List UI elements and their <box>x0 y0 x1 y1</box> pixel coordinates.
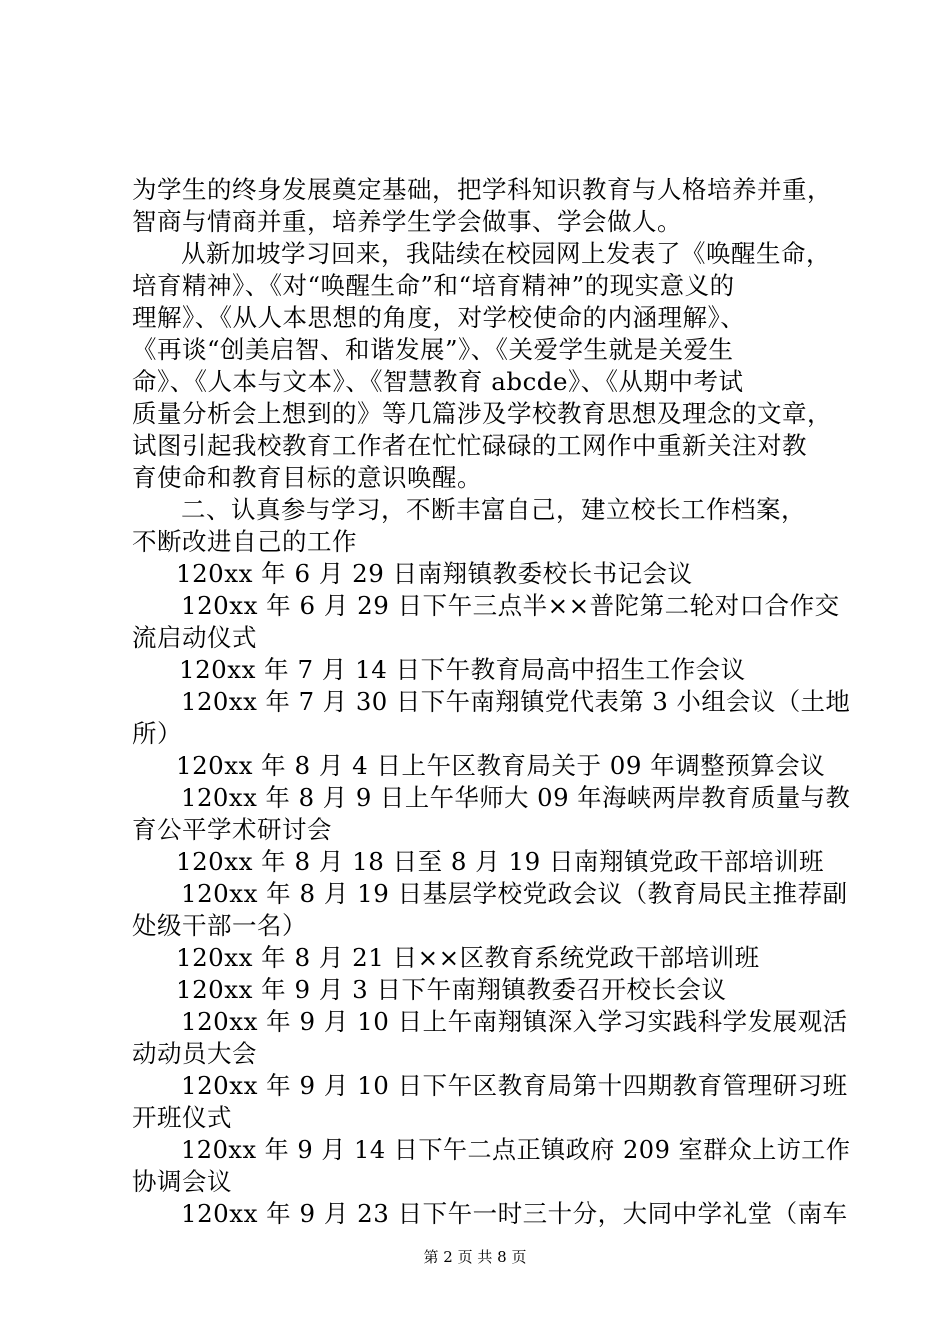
meeting-entry: 120xx 年 6 月 29 日下午三点半××普陀第二轮对口合作交 <box>181 591 840 620</box>
meeting-entry-cont: 所） <box>132 719 182 748</box>
text-line: 试图引起我校教育工作者在忙忙碌碌的工网作中重新关注对教 <box>132 431 807 460</box>
meeting-entry: 120xx 年 9 月 3 日下午南翔镇教委召开校长会议 <box>176 975 727 1004</box>
page-footer: 第 2 页 共 8 页 <box>423 1248 527 1266</box>
text-line: 为学生的终身发展奠定基础，把学科知识教育与人格培养并重， <box>132 175 832 204</box>
meeting-entry-cont: 协调会议 <box>132 1167 232 1196</box>
meeting-entry: 120xx 年 9 月 23 日下午一时三十分，大同中学礼堂（南车 <box>181 1199 848 1228</box>
meeting-entry-cont: 流启动仪式 <box>132 623 257 652</box>
text-line: 理解》、《从人本思想的角度，对学校使命的内涵理解》、 <box>132 303 746 332</box>
meeting-entry: 120xx 年 8 月 9 日上午华师大 09 年海峡两岸教育质量与教 <box>181 783 851 812</box>
meeting-entry-cont: 育公平学术研讨会 <box>132 815 332 844</box>
meeting-entry-cont: 动动员大会 <box>132 1039 257 1068</box>
meeting-entry-cont: 处级干部一名） <box>132 911 307 940</box>
meeting-entry: 120xx 年 8 月 4 日上午区教育局关于 09 年调整预算会议 <box>176 751 826 780</box>
meeting-entry: 120xx 年 8 月 21 日××区教育系统党政干部培训班 <box>176 943 760 972</box>
text-line: 质量分析会上想到的》等几篇涉及学校教育思想及理念的文章， <box>132 399 832 428</box>
text-line: 《再谈“创美启智、和谐发展”》、《关爱学生就是关爱生 <box>132 335 734 364</box>
meeting-entry: 120xx 年 9 月 14 日下午二点正镇政府 209 室群众上访工作 <box>181 1135 851 1164</box>
text-line: 育使命和教育目标的意识唤醒。 <box>132 463 482 492</box>
section-heading-cont: 不断改进自己的工作 <box>132 527 357 556</box>
text-line: 命》、《人本与文本》、《智慧教育 abcde》、《从期中考试 <box>132 367 744 396</box>
meeting-entry: 120xx 年 9 月 10 日上午南翔镇深入学习实践科学发展观活 <box>181 1007 848 1036</box>
text-line: 培育精神》、《对“唤醒生命”和“培育精神”的现实意义的 <box>132 271 735 300</box>
section-heading: 二、认真参与学习，不断丰富自己，建立校长工作档案， <box>181 495 806 524</box>
meeting-entry: 120xx 年 9 月 10 日下午区教育局第十四期教育管理研习班 <box>181 1071 848 1100</box>
meeting-entry: 120xx 年 7 月 14 日下午教育局高中招生工作会议 <box>179 655 746 684</box>
meeting-entry: 120xx 年 8 月 19 日基层学校党政会议（教育局民主推荐副 <box>181 879 848 908</box>
text-line: 智商与情商并重，培养学生学会做事、学会做人。 <box>132 207 682 236</box>
text-line: 从新加坡学习回来，我陆续在校园网上发表了《唤醒生命， <box>181 239 831 268</box>
meeting-entry: 120xx 年 7 月 30 日下午南翔镇党代表第 3 小组会议（土地 <box>181 687 851 716</box>
meeting-entry-cont: 开班仪式 <box>132 1103 232 1132</box>
meeting-entry: 120xx 年 8 月 18 日至 8 月 19 日南翔镇党政干部培训班 <box>176 847 825 876</box>
meeting-entry: 120xx 年 6 月 29 日南翔镇教委校长书记会议 <box>176 559 693 588</box>
